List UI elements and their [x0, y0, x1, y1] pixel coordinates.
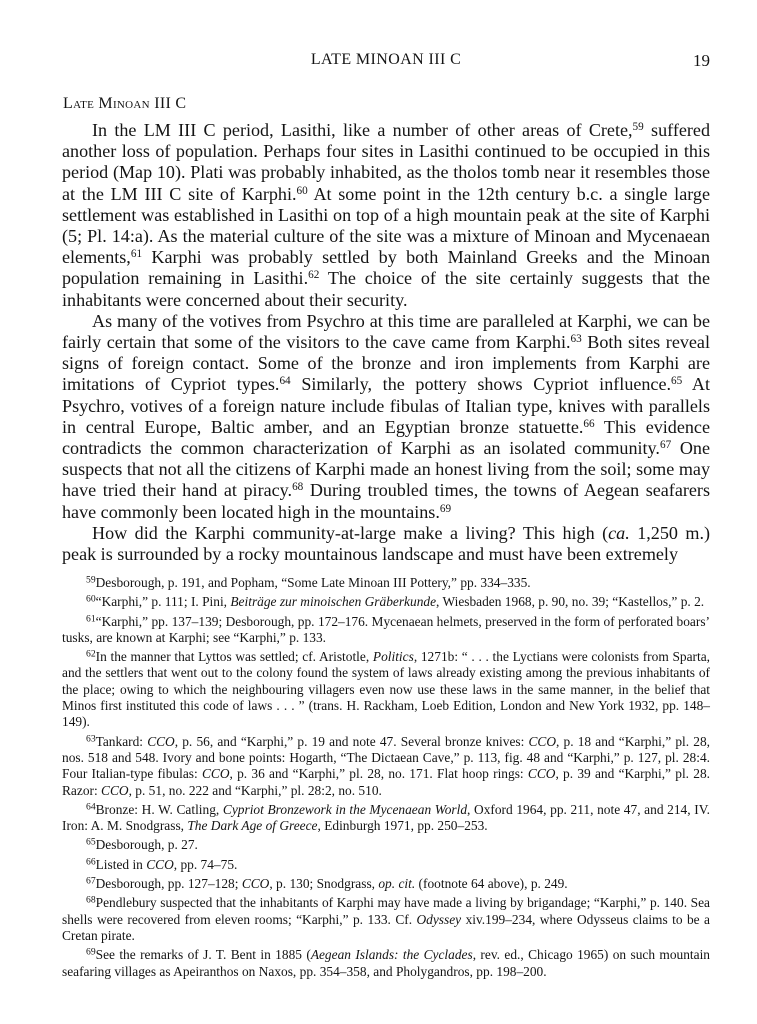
footnote-ref[interactable]: 64	[279, 375, 291, 388]
footnote-ref[interactable]: 59	[632, 120, 644, 133]
paragraph-1: In the LM III C period, Lasithi, like a number of other areas of Crete,$^{59}$ suffered another loss of population. Perhaps four sites in Lasithi continued to be occupied in this period (Map 10). Plati was probably inhabited, as the tholos tomb near it resembles those at the LM III C site of Karphi.$^{60}$ At some point in the 12th century b.c. a single large settlement was established in Lasithi on top of a high mountain peak at the site of Karphi (5; Pl. 14:a). As the material culture of the site was a mixture of Minoan and Mycenaean elements,$^{61}$ Karphi was probably settled by both Mainland Greeks and the Minoan population remaining in Lasithi.$^{62}$ The choice of the site certainly suggests that the inhabitants were concerned about their security.	[62, 120, 710, 310]
footnote-number: 69	[86, 946, 96, 958]
footnote-61: $^{61}$“Karphi,” pp. 137–139; Desborough, pp. 172–176. Mycenaean helmets, preserved in the form of perforated boars’ tusks, are known at Karphi; see “Karphi,” p. 133.	[62, 613, 710, 645]
footnote-65: $^{65}$Desborough, p. 27.	[86, 837, 198, 853]
footnote-66: $^{66}$Listed in CCO, pp. 74–75.	[86, 856, 238, 872]
footnote-ref[interactable]: 65	[671, 375, 683, 388]
footnote-number: 64	[86, 801, 96, 813]
paragraph-2: As many of the votives from Psychro at this time are paralleled at Karphi, we can be fairly certain that some of the visitors to the cave came from Karphi.$^{63}$ Both sites reveal signs of foreign contact. Some of the bronze and iron implements from Karphi are imitations of Cypriot types.$^{64}$ Similarly, the pottery shows Cypriot influence.$^{65}$ At Psychro, votives of a foreign nature include fibulas of Italian type, knives with parallels in central Europe, Baltic amber, and an Egyptian bronze statuette.$^{66}$ This evidence contradicts the common characterization of Karphi as an isolated community.$^{67}$ One suspects that not all the citizens of Karphi made an honest living from the soil; some may have tried their hand at piracy.$^{68}$ During troubled times, the towns of Aegean seafarers have commonly been located high in the mountains.$^{69}$	[62, 310, 711, 522]
footnote-number: 66	[86, 856, 96, 868]
body-text	[62, 120, 710, 565]
footnote-ref[interactable]: 67	[659, 438, 672, 451]
footnote-number: 62	[86, 648, 96, 660]
footnote-ref[interactable]: 68	[292, 481, 304, 494]
footnote-59: $^{59}$Desborough, p. 191, and Popham, “Some Late Minoan III Pottery,” pp. 334–335.	[86, 574, 531, 590]
footnote-67: $^{67}$Desborough, pp. 127–128; CCO, p. 130; Snodgrass, op. cit. (footnote 64 above), p. 249.	[86, 875, 568, 892]
footnote-63: $^{63}$Tankard: CCO, p. 56, and “Karphi,” p. 19 and note 47. Several bronze knives: CCO, p. 18 and “Karphi,” pl. 28, nos. 518 and 548. Ivory and bone points: Hogarth, “The Dictaean Cave,” p. 113, fig. 48 and “Karphi,” p. 127, pl. 28:4. Four Italian-type fibulas: CCO, p. 36 and “Karphi,” pl. 28, no. 171. Flat hoop rings: CCO, p. 39 and “Karphi,” pl. 28. Razor: CCO, p. 51, no. 222 and “Karphi,” pl. 28:2, no. 510.	[62, 733, 711, 798]
footnote-number: 67	[86, 875, 96, 887]
page-number: 19	[693, 51, 710, 70]
footnote-number: 59	[86, 574, 96, 586]
footnote-69: $^{69}$See the remarks of J. T. Bent in 1885 (Aegean Islands: the Cyclades, rev. ed., Chicago 1965) on such mountain seafaring villages as Apeiranthos on Naxos, pp. 354–358, and Pholygandros, pp. 198–200.	[62, 946, 710, 979]
paragraph-3: How did the Karphi community-at-large make a living? This high (ca. 1,250 m.) peak is surrounded by a rocky mountainous landscape and must have been extremely	[62, 522, 710, 565]
footnote-number: 63	[86, 733, 96, 745]
footnote-ref[interactable]: 69	[439, 502, 452, 515]
footnote-ref[interactable]: 60	[296, 184, 308, 197]
footnote-60: $^{60}$“Karphi,” p. 111; I. Pini, Beiträge zur minoischen Gräberkunde, Wiesbaden 1968, p. 90, no. 39; “Kastellos,” p. 2.	[86, 593, 705, 610]
footnote-number: 65	[86, 837, 96, 849]
section-heading: Late Minoan III C	[63, 95, 187, 112]
footnote-ref[interactable]: 66	[583, 417, 595, 430]
footnote-number: 60	[86, 593, 96, 605]
footnote-ref[interactable]: 63	[570, 332, 582, 345]
footnote-62: $^{62}$In the manner that Lyttos was settled; cf. Aristotle, Politics, 1271b: “ . . . the Lyctians were colonists from Sparta, and the settlers that went out to the colony found the system of laws already existing among the previous inhabitants of the place; owing to which the neighbouring villagers even now use these laws in the same manner, in the belief that Minos first instituted this code of laws . . . ” (trans. H. Rackham, Loeb Edition, London and New York 1932, pp. 148–149).	[62, 648, 710, 730]
footnote-number: 61	[86, 613, 96, 625]
footnotes	[62, 575, 710, 983]
footnote-64: $^{64}$Bronze: H. W. Catling, Cypriot Bronzework in the Mycenaean World, Oxford 1964, pp. 211, note 47, and 214, IV. Iron: A. M. Snodgrass, The Dark Age of Greece, Edinburgh 1971, pp. 250–253.	[62, 801, 710, 834]
running-header	[62, 51, 710, 75]
running-title: LATE MINOAN III C	[310, 51, 462, 68]
footnote-68: $^{68}$Pendlebury suspected that the inhabitants of Karphi may have made a living by brigandage; “Karphi,” p. 140. Sea shells were recovered from eleven rooms; “Karphi,” p. 133. Cf. Odyssey xiv.199–234, where Odysseus claims to be a Cretan pirate.	[62, 895, 711, 943]
footnote-ref[interactable]: 62	[308, 269, 320, 282]
footnote-ref[interactable]: 61	[130, 248, 143, 261]
footnote-number: 68	[86, 895, 96, 907]
